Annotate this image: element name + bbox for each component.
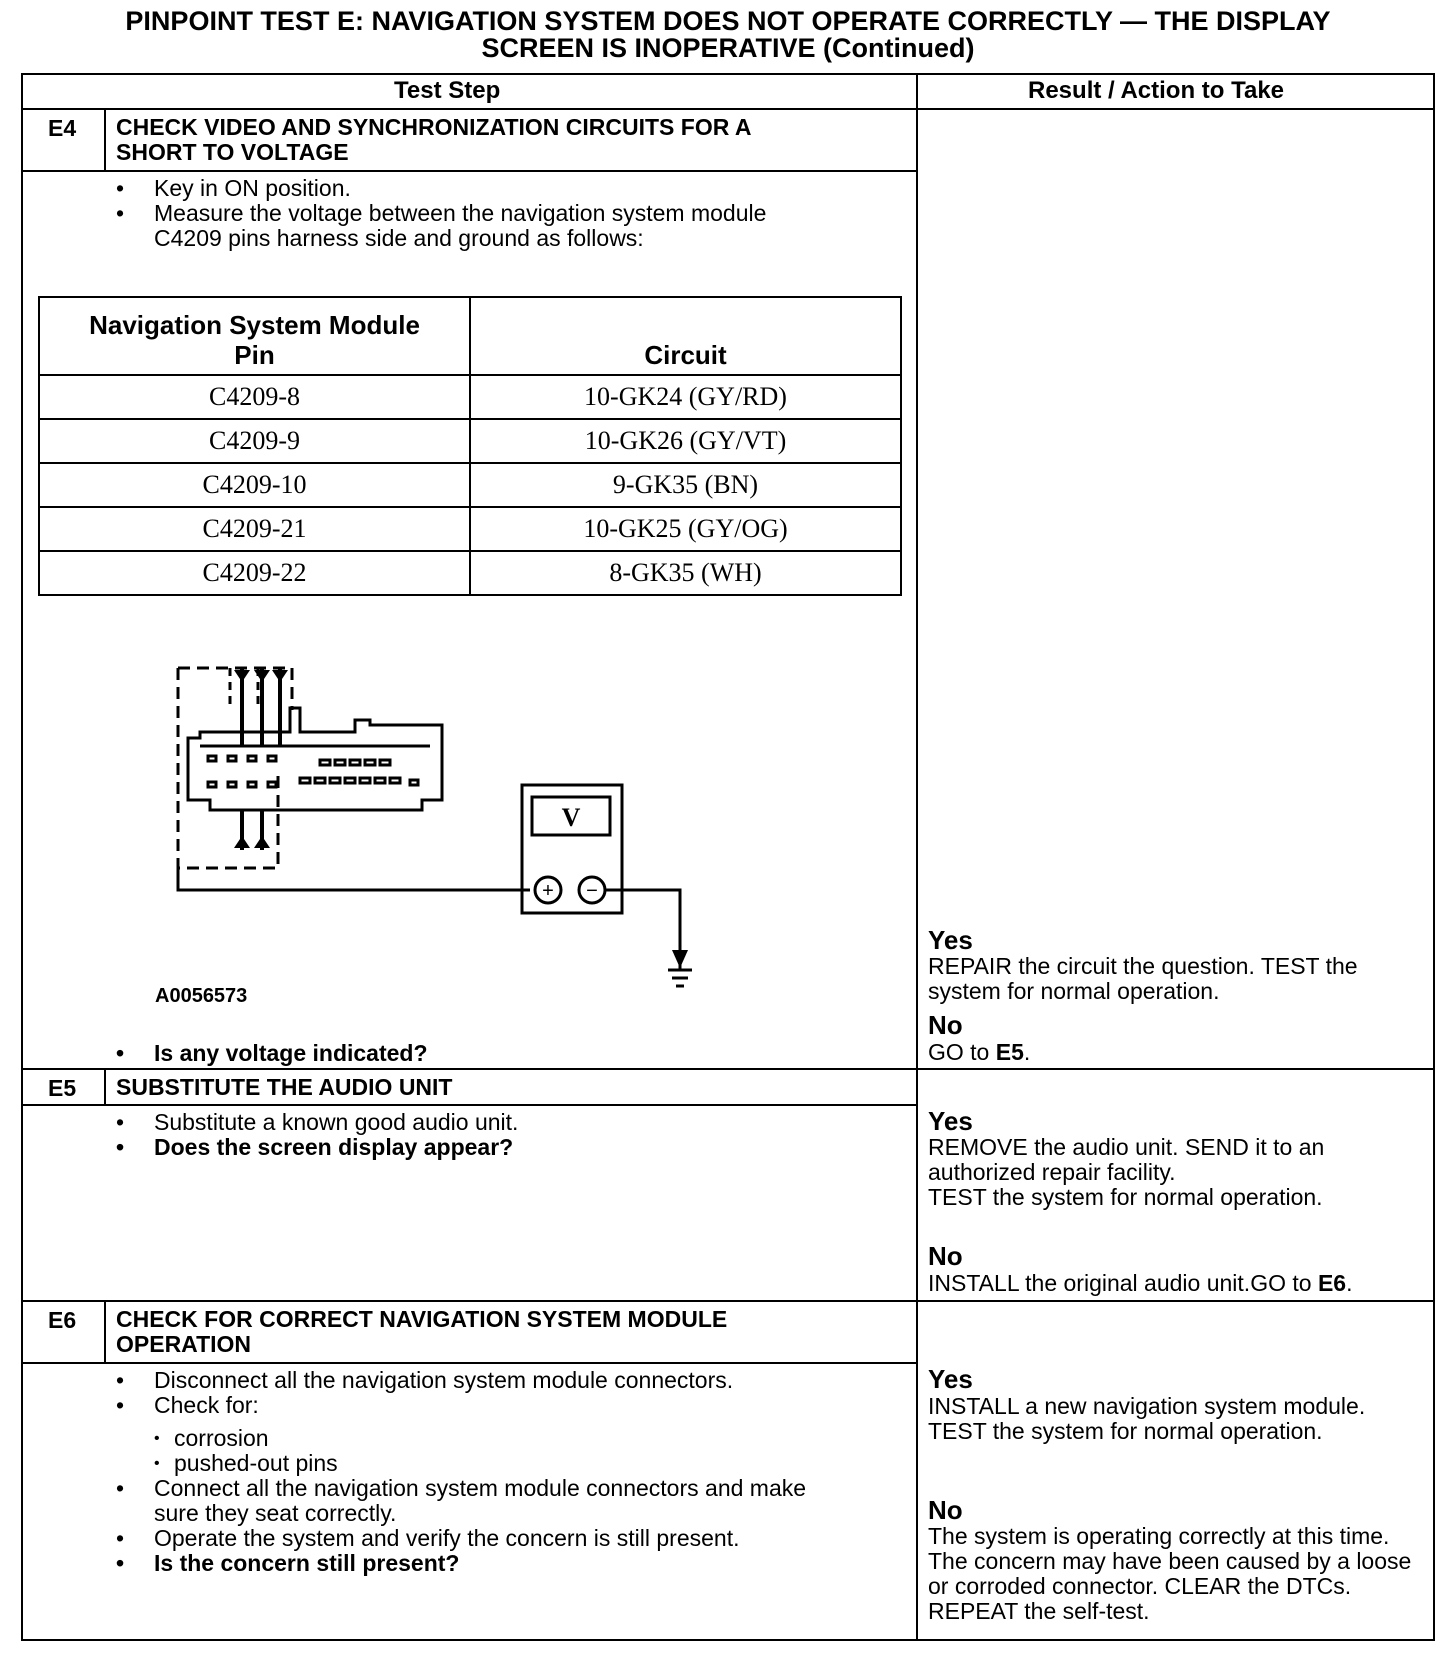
header-test-step: Test Step (394, 77, 501, 104)
e6-instructions-2 (114, 1476, 806, 1576)
circuit-cell: 10-GK26 (GY/VT) (470, 419, 901, 463)
e4-no-text (928, 1040, 1408, 1065)
e4-no-ref: E5 (995, 1039, 1024, 1065)
figure-id: A0056573 (155, 985, 248, 1007)
e6-yes-text: INSTALL a new navigation system module. TEST the system for normal operation. (928, 1393, 1366, 1444)
e4-title-divider (21, 170, 917, 172)
e6-sub-1: • corrosion (114, 1426, 338, 1451)
pin-cell: C4209-21 (39, 507, 470, 551)
e5-no-ref: E6 (1317, 1270, 1347, 1296)
e5-id-divider (104, 1068, 106, 1104)
e5-yes-text-2: TEST the system for normal operation. (928, 1184, 1323, 1210)
e4-title-line-2: SHORT TO VOLTAGE (116, 139, 349, 165)
e6-step-title (116, 1307, 727, 1357)
pin-cell: C4209-10 (39, 463, 470, 507)
e4-id-divider (104, 108, 106, 170)
e6-no-label: No (928, 1495, 963, 1525)
circuit-cell: 8-GK35 (WH) (470, 551, 901, 595)
e4-step-title (116, 115, 752, 165)
e6-no-text: The system is operating correctly at this time. The concern may have been caused by a loose or corroded connector. CLEAR the DTCs. REPEAT the self-test. (928, 1523, 1412, 1624)
circuit-cell: 10-GK25 (GY/OG) (470, 507, 901, 551)
lead-wire (178, 868, 530, 890)
e6-bullet-3-line-1: • Connect all the navigation system module connectors and make (154, 1475, 807, 1501)
table-row (39, 507, 901, 551)
e6-title-line-1: CHECK FOR CORRECT NAVIGATION SYSTEM MODULE (116, 1306, 728, 1332)
pin-cell: C4209-22 (39, 551, 470, 595)
table-row (39, 463, 901, 507)
e6-bullet-3 (114, 1476, 806, 1526)
e6-title-line-2: OPERATION (116, 1331, 252, 1357)
e4-step-id: E4 (48, 115, 77, 141)
e5-question: • Does the screen display appear? (114, 1135, 518, 1160)
e5-step-title: SUBSTITUTE THE AUDIO UNIT (116, 1074, 453, 1100)
pin-circuit-table (38, 296, 902, 596)
table-row (39, 375, 901, 419)
e6-bullet-1: • Disconnect all the navigation system module connectors. (114, 1368, 733, 1393)
e5-bullet-1: • Substitute a known good audio unit. (114, 1110, 518, 1135)
table-row (39, 551, 901, 595)
e5-instructions (114, 1110, 518, 1160)
title-line-2: SCREEN IS INOPERATIVE (Continued) (481, 33, 975, 63)
e4-yes-text: REPAIR the circuit the question. TEST the system for normal operation. (928, 953, 1358, 1004)
circuit-column-header: Circuit (470, 297, 901, 375)
pin-cell: C4209-8 (39, 375, 470, 419)
e6-check-list (114, 1426, 338, 1476)
e6-yes-label: Yes (928, 1364, 973, 1394)
e5-yes-text-1: REMOVE the audio unit. SEND it to an authorized repair facility. (928, 1134, 1325, 1185)
e4-bullet-2 (114, 201, 766, 251)
ground-lead (605, 890, 680, 970)
e4-bullet-1: • Key in ON position. (114, 176, 766, 201)
circuit-cell: 9-GK35 (BN) (470, 463, 901, 507)
e6-title-divider (21, 1362, 917, 1364)
header-divider (21, 108, 1435, 110)
ground-icon (668, 970, 692, 986)
pin-header-line-1: Navigation System Module (89, 310, 420, 340)
title-line-1: PINPOINT TEST E: NAVIGATION SYSTEM DOES NOT OPERATE CORRECTLY — THE DISPLAY (125, 6, 1331, 36)
pin-column-header (39, 297, 470, 375)
e6-question: • Is the concern still present? (114, 1551, 806, 1576)
minus-terminal-label: − (586, 880, 598, 902)
header-result: Result / Action to Take (1028, 77, 1285, 104)
e5-title-divider (21, 1104, 917, 1106)
e6-top-divider (21, 1300, 1435, 1302)
e4-no-text-pre: GO to (928, 1039, 996, 1065)
e4-yes-label: Yes (928, 925, 973, 955)
pin-table-header (39, 297, 901, 375)
voltmeter-connector-illustration (160, 650, 760, 1010)
e5-step-id: E5 (48, 1075, 77, 1101)
e4-no-label: No (928, 1010, 963, 1040)
page-title (0, 8, 1456, 62)
e6-bullet-4: • Operate the system and verify the concern is still present. (114, 1526, 806, 1551)
e5-top-divider (21, 1068, 1435, 1070)
plus-terminal-label: + (542, 880, 554, 902)
e5-no-text-post: . (1346, 1270, 1353, 1296)
e6-sub-2: • pushed-out pins (114, 1451, 338, 1476)
pin-header-line-2: Pin (234, 340, 275, 370)
connector-body (188, 708, 442, 810)
circuit-cell: 10-GK24 (GY/RD) (470, 375, 901, 419)
e5-yes-label: Yes (928, 1106, 973, 1136)
e6-id-divider (104, 1300, 106, 1362)
e4-title-line-1: CHECK VIDEO AND SYNCHRONIZATION CIRCUITS FOR A (116, 114, 752, 140)
e5-no-text (928, 1271, 1408, 1296)
e6-bullet-2: • Check for: (114, 1393, 733, 1418)
e5-no-label: No (928, 1241, 963, 1271)
pin-cell: C4209-9 (39, 419, 470, 463)
e4-question: • Is any voltage indicated? (114, 1041, 428, 1066)
column-divider (916, 73, 918, 1641)
e4-bullet-2-line-1: • Measure the voltage between the navigation system module (154, 200, 767, 226)
e6-bullet-3-line-2: sure they seat correctly. (154, 1500, 397, 1526)
table-row (39, 419, 901, 463)
e4-no-text-post: . (1023, 1039, 1031, 1065)
voltmeter-label: V (561, 803, 581, 832)
e4-question-list (114, 1041, 428, 1066)
e6-step-id: E6 (48, 1307, 77, 1333)
e6-instructions (114, 1368, 733, 1418)
e5-no-text-pre: INSTALL the original audio unit.GO to (928, 1270, 1318, 1296)
e4-bullet-2-line-2: C4209 pins harness side and ground as follows: (154, 225, 644, 251)
e4-instructions (114, 176, 766, 251)
